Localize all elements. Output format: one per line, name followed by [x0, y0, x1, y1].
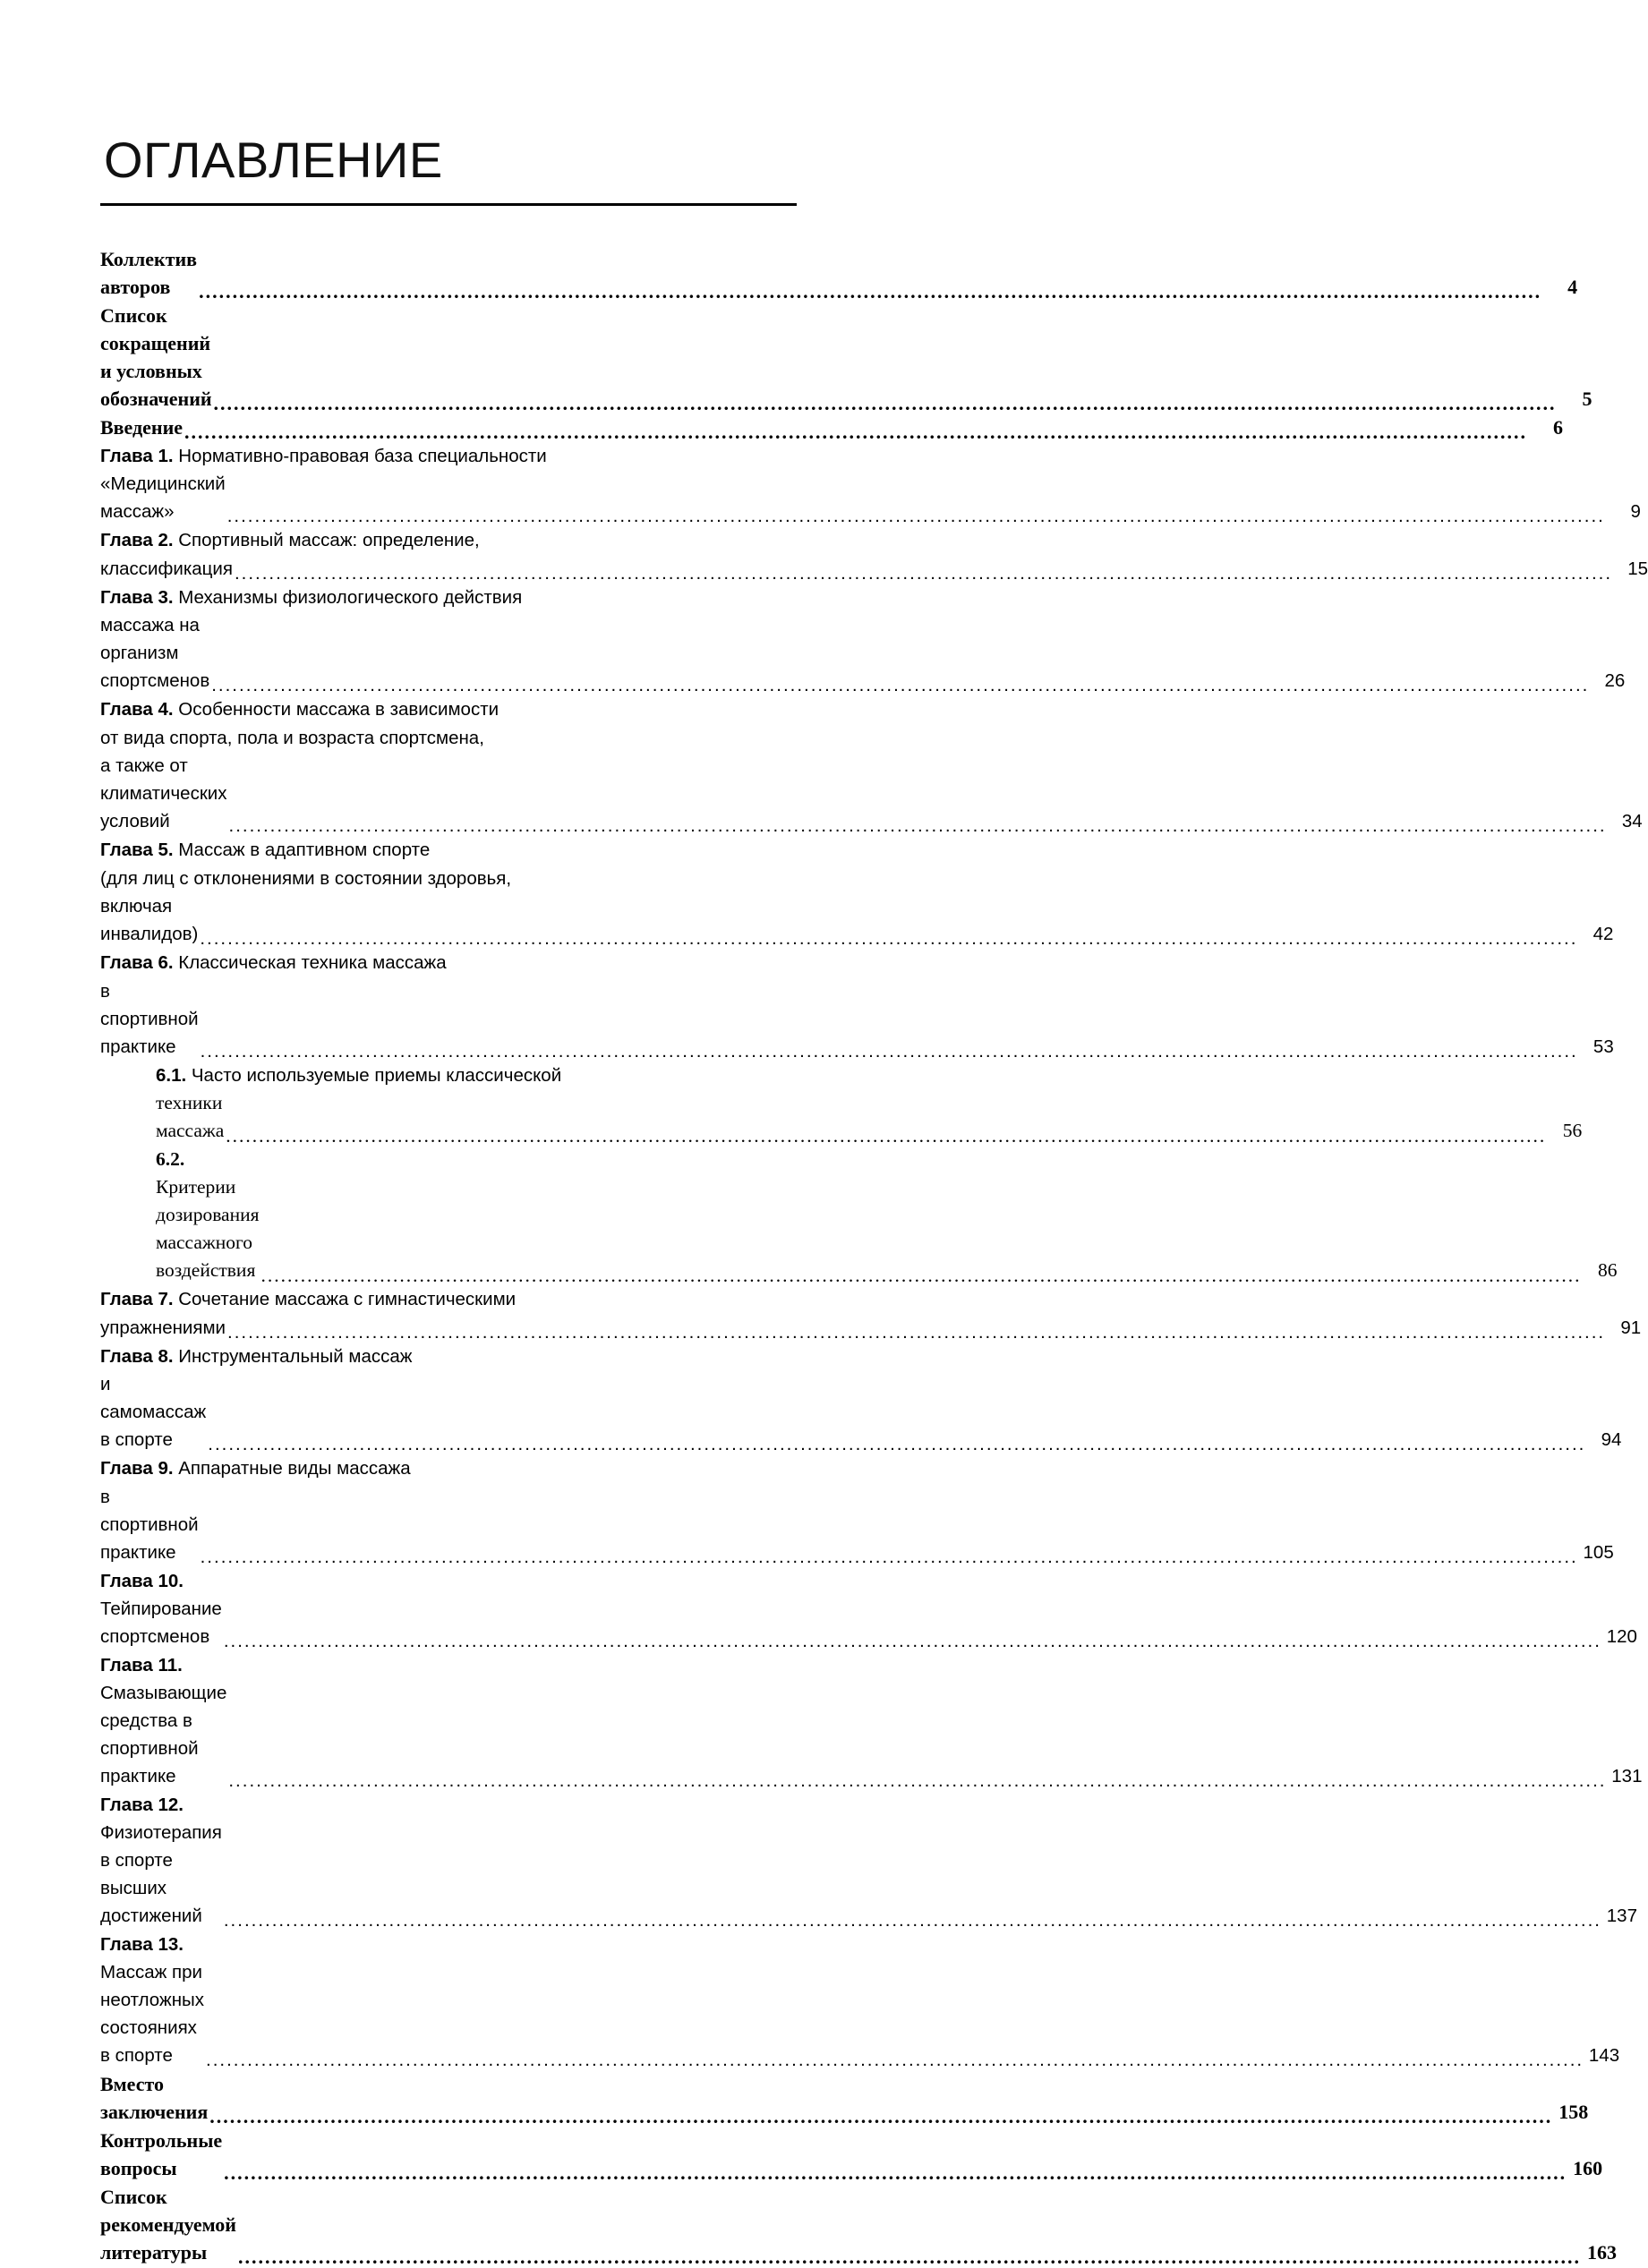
- toc-page-number: 53: [1592, 1036, 1614, 1057]
- toc-entry-line: Глава 3. Механизмы физиологического действия: [100, 586, 523, 608]
- toc-page-number: 9: [1630, 501, 1641, 523]
- toc-page-number: 5: [1582, 387, 1592, 410]
- toc-entry[interactable]: [100, 414, 1564, 443]
- toc-entry-lastline: [100, 1314, 1642, 1343]
- toc-entry-text: включая инвалидов): [100, 896, 199, 945]
- toc-entry-text: классификация: [100, 558, 233, 579]
- toc-entry-label: Глава 11.: [100, 1654, 188, 1675]
- toc-entry-lastline: [100, 555, 1648, 584]
- toc-entry-lastline: [100, 892, 1614, 950]
- toc-leader-dots: ........................................................................................................................................................................................................: [260, 1265, 1582, 1287]
- toc-entry[interactable]: [100, 302, 1592, 414]
- toc-entry[interactable]: [100, 1567, 1637, 1651]
- toc-entry-line: Глава 7. Сочетание массажа с гимнастическими: [100, 1289, 517, 1310]
- toc-page-number: 94: [1601, 1429, 1622, 1451]
- toc-entry-line: Глава 1. Нормативно-правовая база специальности: [100, 445, 547, 466]
- toc-leader-dots: ........................................................................................................................................................................................................: [206, 2049, 1584, 2070]
- toc-entry-lastline: [100, 752, 1643, 837]
- toc-entry-text: техники массажа: [156, 1092, 227, 1142]
- toc-entry-text: 6.2. Критерии дозирования массажного воздействия: [156, 1148, 264, 1282]
- toc-entry-line: Глава 2. Спортивный массаж: определение,: [100, 530, 480, 551]
- toc-entry[interactable]: [100, 1146, 1618, 1287]
- toc-entry[interactable]: [100, 2070, 1589, 2127]
- toc-leader-dots: ........................................................................................................................................................................................................: [223, 1909, 1601, 1931]
- toc-page-number: 91: [1620, 1317, 1642, 1338]
- toc-entry[interactable]: [100, 1454, 1614, 1567]
- toc-entry-text: а также от климатических условий: [100, 755, 233, 832]
- toc-entry-label: Глава 9.: [100, 1458, 179, 1479]
- toc-leader-dots: ........................................................................................................................................................................................................: [223, 1630, 1601, 1651]
- toc-page-number: 163: [1586, 2240, 1617, 2264]
- toc-entry-lastline: [100, 414, 1564, 443]
- toc-entry-label: Глава 10.: [100, 1570, 189, 1591]
- toc-entry[interactable]: [100, 1343, 1622, 1455]
- toc-entry[interactable]: [100, 836, 1614, 950]
- toc-page-number: 56: [1562, 1120, 1583, 1142]
- toc-entry-lastline: [100, 977, 1614, 1062]
- toc-entry-text: упражнениями: [100, 1317, 226, 1338]
- toc-entry[interactable]: [100, 1791, 1637, 1931]
- toc-page-number: 86: [1598, 1259, 1618, 1282]
- toc-entry[interactable]: [100, 1931, 1620, 2070]
- toc-list: [100, 245, 1648, 2268]
- toc-leader-dots: ........................................................................................................................................................................................................: [208, 1434, 1586, 1455]
- toc-entry[interactable]: [100, 526, 1648, 584]
- toc-leader-dots: ........................................................................................................................................................................................................: [209, 2104, 1553, 2127]
- toc-entry-label: Глава 6.: [100, 952, 179, 974]
- toc-leader-dots: ........................................................................................................................................................................................................: [199, 279, 1542, 303]
- toc-entry-line: 6.1. Часто используемые приемы классической: [156, 1064, 562, 1086]
- toc-entry[interactable]: [100, 1285, 1642, 1343]
- toc-entry-label: Глава 5.: [100, 840, 179, 861]
- toc-entry-text: массажа на организм спортсменов: [100, 615, 210, 692]
- toc-entry-line: Глава 4. Особенности массажа в зависимости: [100, 699, 500, 720]
- toc-entry-label: Глава 12.: [100, 1794, 189, 1815]
- toc-entry-lastline: [100, 611, 1626, 696]
- toc-entry-label: 6.1.: [156, 1064, 192, 1086]
- title-divider: [100, 203, 797, 206]
- toc-entry-label: Глава 2.: [100, 530, 179, 551]
- toc-entry-lastline: [100, 470, 1641, 527]
- toc-entry-line: Глава 8. Инструментальный массаж: [100, 1345, 413, 1367]
- toc-leader-dots: ........................................................................................................................................................................................................: [200, 928, 1578, 950]
- toc-entry[interactable]: [100, 1651, 1643, 1791]
- toc-page-number: 15: [1627, 558, 1648, 579]
- page-title: ОГЛАВЛЕНИЕ: [104, 132, 443, 188]
- toc-entry-line: Глава 5. Массаж в адаптивном спорте: [100, 840, 431, 861]
- toc-entry-text: Список рекомендуемой литературы: [100, 2185, 242, 2264]
- toc-container: [100, 132, 1648, 2268]
- toc-entry[interactable]: [100, 2127, 1603, 2184]
- toc-entry-label: Глава 8.: [100, 1345, 179, 1367]
- toc-page-number: 158: [1558, 2100, 1589, 2123]
- toc-entry-text: Глава 13. Массаж при неотложных состояниях в спорте: [100, 1933, 209, 2066]
- toc-leader-dots: ........................................................................................................................................................................................................: [211, 675, 1590, 696]
- toc-page-number: 131: [1611, 1765, 1643, 1786]
- toc-entry-line: (для лиц с отклонениями в состоянии здоровья,: [100, 867, 512, 889]
- toc-entry-text: Коллектив авторов: [100, 247, 202, 298]
- toc-page-number: 6: [1553, 415, 1564, 439]
- toc-page-number: 137: [1606, 1905, 1637, 1926]
- toc-entry-text: в спортивной практике: [100, 1486, 204, 1563]
- toc-page-number: 160: [1573, 2156, 1603, 2179]
- toc-entry[interactable]: [100, 695, 1643, 837]
- toc-entry-lastline: [100, 2183, 1617, 2268]
- toc-entry-text: Вместо заключения: [100, 2072, 209, 2123]
- toc-leader-dots: ........................................................................................................................................................................................................: [224, 2161, 1567, 2184]
- toc-entry-lastline: [100, 302, 1592, 414]
- toc-entry-line: от вида спорта, пола и возраста спортсмена,: [100, 727, 484, 748]
- toc-entry-text: Введение: [100, 415, 184, 439]
- toc-entry-lastline: [100, 1567, 1637, 1651]
- toc-entry[interactable]: [100, 584, 1626, 696]
- toc-entry-label: Глава 1.: [100, 445, 179, 466]
- toc-entry[interactable]: [100, 949, 1614, 1062]
- toc-entry-lastline: [100, 1651, 1643, 1791]
- toc-leader-dots: ........................................................................................................................................................................................................: [213, 391, 1557, 414]
- toc-page-number: 105: [1583, 1541, 1614, 1563]
- toc-leader-dots: ........................................................................................................................................................................................................: [226, 506, 1605, 527]
- toc-entry-text: Список сокращений и условных обозначений: [100, 303, 216, 410]
- toc-entry-lastline: [100, 2070, 1589, 2127]
- toc-entry-label: Глава 4.: [100, 699, 179, 720]
- toc-entry-text: Контрольные вопросы: [100, 2128, 227, 2179]
- toc-leader-dots: ........................................................................................................................................................................................................: [226, 1125, 1547, 1147]
- toc-page-number: 42: [1592, 924, 1614, 945]
- toc-entry[interactable]: [100, 245, 1578, 303]
- toc-entry-lastline: [100, 1370, 1622, 1455]
- toc-entry-text: Глава 12. Физиотерапия в спорте высших достижений: [100, 1794, 227, 1926]
- toc-entry-lastline: [100, 245, 1578, 303]
- toc-leader-dots: ........................................................................................................................................................................................................: [228, 1769, 1607, 1791]
- toc-page-number: 4: [1567, 275, 1578, 298]
- toc-leader-dots: ........................................................................................................................................................................................................: [237, 2245, 1581, 2268]
- toc-entry-text: Глава 10. Тейпирование спортсменов: [100, 1570, 227, 1647]
- toc-leader-dots: ........................................................................................................................................................................................................: [184, 420, 1528, 443]
- toc-entry-lastline: [100, 1931, 1620, 2070]
- toc-page-number: 120: [1606, 1625, 1637, 1647]
- toc-entry-text: Глава 11. Смазывающие средства в спортивной практике: [100, 1654, 233, 1786]
- toc-entry[interactable]: [100, 1062, 1583, 1147]
- toc-entry-line: Глава 9. Аппаратные виды массажа: [100, 1458, 411, 1479]
- toc-entry-lastline: [100, 1791, 1637, 1931]
- toc-entry-text: в спортивной практике: [100, 980, 204, 1057]
- toc-entry-lastline: [156, 1146, 1618, 1287]
- toc-entry-label: Глава 13.: [100, 1933, 189, 1955]
- toc-entry-text: «Медицинский массаж»: [100, 473, 231, 523]
- toc-leader-dots: ........................................................................................................................................................................................................: [234, 562, 1613, 584]
- toc-entry-lastline: [100, 1483, 1614, 1567]
- toc-page-number: 26: [1604, 670, 1626, 692]
- toc-entry-line: Глава 6. Классическая техника массажа: [100, 952, 447, 974]
- toc-leader-dots: ........................................................................................................................................................................................................: [227, 1321, 1606, 1343]
- toc-entry[interactable]: [100, 442, 1641, 527]
- toc-entry[interactable]: [100, 2183, 1617, 2268]
- toc-entry-label: 6.2.: [156, 1148, 190, 1171]
- toc-leader-dots: ........................................................................................................................................................................................................: [228, 815, 1607, 837]
- toc-entry-lastline: [156, 1089, 1583, 1147]
- toc-leader-dots: ........................................................................................................................................................................................................: [200, 1546, 1578, 1567]
- toc-entry-text: и самомассаж в спорте: [100, 1374, 211, 1451]
- toc-entry-label: Глава 7.: [100, 1289, 179, 1310]
- toc-page-number: 143: [1588, 2044, 1620, 2066]
- toc-page-number: 34: [1621, 811, 1643, 832]
- toc-entry-label: Глава 3.: [100, 586, 179, 608]
- toc-leader-dots: ........................................................................................................................................................................................................: [200, 1040, 1578, 1062]
- toc-entry-lastline: [100, 2127, 1603, 2184]
